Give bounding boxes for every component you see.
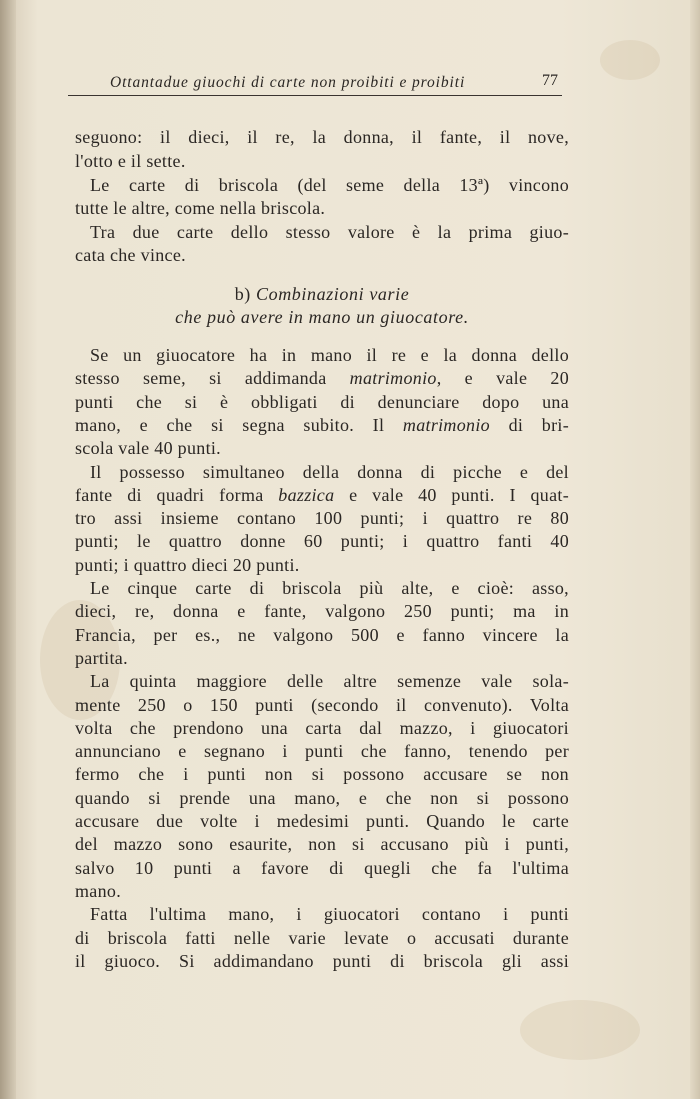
paper-stain [600, 40, 660, 80]
text-line: fermo che i punti non si possono accusare se non [75, 764, 569, 784]
text-line: cata che vince. [75, 245, 186, 265]
text-line: annunciano e segnano i punti che fanno, tenendo per [75, 741, 569, 761]
text-line: mano. [75, 881, 121, 901]
text-line: seguono: il dieci, il re, la donna, il fante, il nove, [75, 127, 569, 147]
text-line: tro assi insieme contano 100 punti; i quattro re 80 [75, 508, 569, 528]
text-line: l'otto e il sette. [75, 151, 186, 171]
section-title-line2: che può avere in mano un giuocatore. [175, 307, 469, 327]
text-line: mano, e che si segna subito. Il matrimonio di bri- [75, 415, 570, 435]
running-title: Ottantadue giuochi di carte non proibiti e proibiti [110, 74, 466, 91]
text-line: accusare due volte i medesimi punti. Quando le carte [75, 811, 569, 831]
text-line: il giuoco. Si addimandano punti di briscola gli assi [75, 951, 569, 971]
text-line: di briscola fatti nelle varie levate o accusati durante [75, 928, 569, 948]
text-line: stesso seme, si addimanda matrimonio, e vale 20 [75, 368, 570, 388]
text-line: salvo 10 punti a favore di quegli che fa l'ultima [75, 858, 569, 878]
book-spine-shadow [0, 0, 16, 1099]
text-line: Le carte di briscola (del seme della 13ª) vincono [90, 175, 569, 195]
text-line: Francia, per es., ne valgono 500 e fanno vincere la [75, 625, 569, 645]
text-line: La quinta maggiore delle altre semenze vale sola- [90, 671, 569, 691]
text-line: del mazzo sono esaurite, non si accusano più i punti, [75, 834, 569, 854]
section-letter: b) [234, 284, 251, 304]
emphasis: matrimonio [349, 368, 437, 388]
text-line: punti; le quattro donne 60 punti; i quattro fanti 40 [75, 531, 569, 551]
text-line: Le cinque carte di briscola più alte, e cioè: asso, [90, 578, 569, 598]
emphasis: bazzica [278, 485, 335, 505]
text-line: quando si prende una mano, e che non si possono [75, 788, 569, 808]
text-line: Tra due carte dello stesso valore è la prima giuo- [90, 222, 569, 242]
running-header [68, 62, 562, 94]
section-title-line1: Combinazioni varie [256, 284, 410, 304]
text-line: Fatta l'ultima mano, i giuocatori contano i punti [90, 904, 569, 924]
text-line: dieci, re, donna e fante, valgono 250 punti; ma in [75, 601, 569, 621]
text-line: scola vale 40 punti. [75, 438, 221, 458]
text-line: punti; i quattro dieci 20 punti. [75, 555, 300, 575]
text-line: fante di quadri forma bazzica e vale 40 punti. I quat- [75, 485, 569, 505]
page-edge [690, 0, 700, 1099]
text-line: mente 250 o 150 punti (secondo il convenuto). Volta [75, 695, 569, 715]
text-line: partita. [75, 648, 128, 668]
text-line: tutte le altre, come nella briscola. [75, 198, 326, 218]
text-line: Il possesso simultaneo della donna di picche e del [90, 462, 569, 482]
text-line: volta che prendono una carta dal mazzo, i giuocatori [75, 718, 569, 738]
text-line: punti che si è obbligati di denunciare dopo una [75, 392, 569, 412]
text-line: Se un giuocatore ha in mano il re e la donna dello [90, 345, 569, 365]
section-heading [75, 283, 569, 305]
header-rule [68, 95, 562, 96]
emphasis: matrimonio [402, 415, 490, 435]
section-subheading [75, 306, 569, 328]
paper-stain [520, 1000, 640, 1060]
page-number: 77 [542, 72, 558, 89]
